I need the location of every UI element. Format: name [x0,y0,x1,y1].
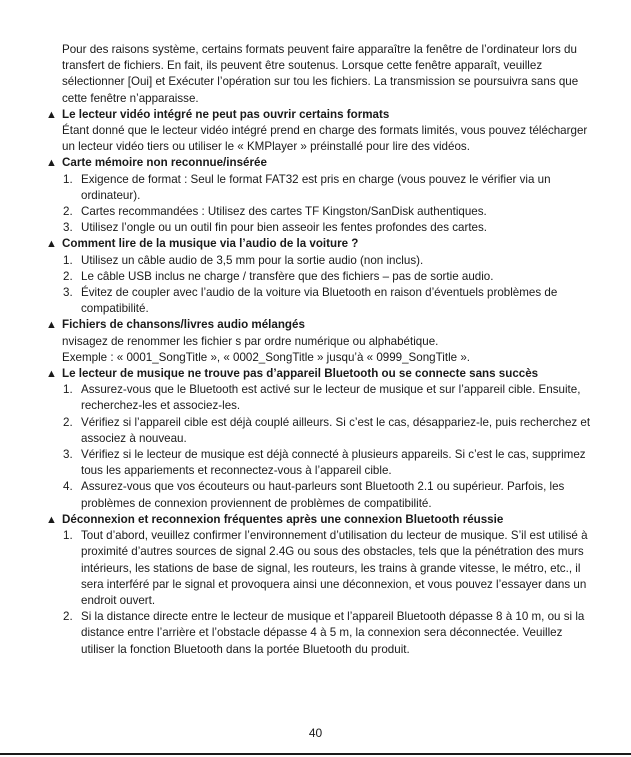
list-item [63,479,591,511]
list-item [63,447,591,479]
list-item-number: 1. [63,253,73,267]
list-item-number: 1. [63,172,73,186]
section-heading [46,366,591,382]
list-item [63,528,591,609]
list-item [63,172,591,204]
triangle-bullet-icon: ▲ [46,238,57,251]
list-item [63,269,591,285]
list-item [63,382,591,414]
triangle-bullet-icon: ▲ [46,319,57,332]
list-item-number: 2. [63,269,73,283]
list-item-number: 1. [63,383,73,397]
section-heading [46,155,591,171]
list-item [63,220,591,236]
list-item-text: Vérifiez si l’appareil cible est déjà couplé ailleurs. Si c’est le cas, désappariez-le, puis recherchez et associez à nouveau. [81,415,591,445]
section-line: Exemple : « 0001_SongTitle », « 0002_SongTitle » jusqu’à « 0999_SongTitle ». [62,350,470,364]
triangle-bullet-icon: ▲ [46,513,57,526]
list-item-text: Utilisez un câble audio de 3,5 mm pour la sortie audio (non inclus). [81,253,424,267]
section-title: Déconnexion et reconnexion fréquentes après une connexion Bluetooth réussie [62,512,504,526]
intro-paragraph: Pour des raisons système, certains formats peuvent faire apparaître la fenêtre de l’ordinateur lors du transfert de fichiers. En fait, ils peuvent être soutenus. Lorsque cette fenêtre apparaît, veuillez sélectionner [Oui] et Exécuter l’opération sur tou les fichiers. La transmission se poursuivra sans que cette fenêtre n’apparaisse. [62,43,579,105]
bottom-rule [0,753,631,755]
section-title: Fichiers de chansons/livres audio mélangés [62,318,305,332]
troubleshooting-sections [46,107,591,658]
list-item-text: Évitez de coupler avec l’audio de la voiture via Bluetooth en raison d’éventuels problèmes de compatibilité. [81,286,558,316]
list-item-text: Utilisez l’ongle ou un outil fin pour bien asseoir les fentes profondes des cartes. [81,221,488,235]
list-item-number: 2. [63,610,73,624]
list-item-text: Exigence de format : Seul le format FAT32 est pris en charge (vous pouvez le vérifier via un ordinateur). [81,172,551,202]
list-item [63,285,591,317]
list-item-text: Cartes recommandées : Utilisez des cartes TF Kingston/SanDisk authentiques. [81,205,487,219]
triangle-bullet-icon: ▲ [46,368,57,381]
list-item-text: Si la distance directe entre le lecteur de musique et l’appareil Bluetooth dépasse 8 à 10 m, ou si la distance entre l’arrière et l’obstacle dépasse 4 à 5 m, la connexion sera déconnectée. Veuillez utiliser la fonction Bluetooth dans la portée Bluetooth du produit. [81,610,585,656]
list-item [63,415,591,447]
section-title: Le lecteur de musique ne trouve pas d’appareil Bluetooth ou se connecte sans succès [62,367,539,381]
section-heading [46,512,591,528]
list-item-text: Assurez-vous que vos écouteurs ou haut-parleurs sont Bluetooth 2.1 ou supérieur. Parfois, les problèmes de connexion proviennent de problèmes de compatibilité. [81,480,565,510]
section-title: Le lecteur vidéo intégré ne peut pas ouvrir certains formats [62,107,390,121]
section-heading [46,236,591,252]
section-heading [46,317,591,333]
list-item [63,609,591,658]
list-item-number: 4. [63,480,73,494]
manual-page-content [46,42,591,658]
list-item-text: Vérifiez si le lecteur de musique est déjà connecté à plusieurs appareils. Si c’est le cas, supprimez tous les appariements et reconnectez-vous à l’appareil cible. [81,448,586,478]
list-item [63,253,591,269]
triangle-bullet-icon: ▲ [46,157,57,170]
list-item-number: 3. [63,286,73,300]
list-item-number: 1. [63,529,73,543]
list-item-number: 3. [63,221,73,235]
page-number: 40 [308,726,323,740]
section-text: Étant donné que le lecteur vidéo intégré prend en charge des formats limités, vous pouvez télécharger un lecteur vidéo tiers ou utiliser le « KMPlayer » préinstallé pour lire des vidéos. [62,124,588,154]
section-line: nvisagez de renommer les fichier s par ordre numérique ou alphabétique. [62,334,439,348]
section-title: Carte mémoire non reconnue/insérée [62,156,267,170]
list-item-text: Tout d’abord, veuillez confirmer l’environnement d’utilisation du lecteur de musique. S’il est utilisé à proximité d’autres sources de signal 2.4G ou sous des obstacles, tels que la pénétration des murs intérieurs, les stations de base de signal, les routeurs, les trains à grande vitesse, le métro, etc., il sera interféré par le signal et provoquera ainsi une déconnexion, et vous pouvez l’essayer dans un endroit ouvert. [81,529,588,607]
list-item-number: 3. [63,448,73,462]
list-item-number: 2. [63,415,73,429]
list-item-number: 2. [63,205,73,219]
section-heading [46,107,591,123]
list-item-text: Le câble USB inclus ne charge / transfère que des fichiers – pas de sortie audio. [81,269,494,283]
section-title: Comment lire de la musique via l’audio de la voiture ? [62,237,359,251]
list-item [63,204,591,220]
triangle-bullet-icon: ▲ [46,108,57,121]
list-item-text: Assurez-vous que le Bluetooth est activé sur le lecteur de musique et sur l’appareil cible. Ensuite, recherchez-les et associez-les. [81,383,581,413]
